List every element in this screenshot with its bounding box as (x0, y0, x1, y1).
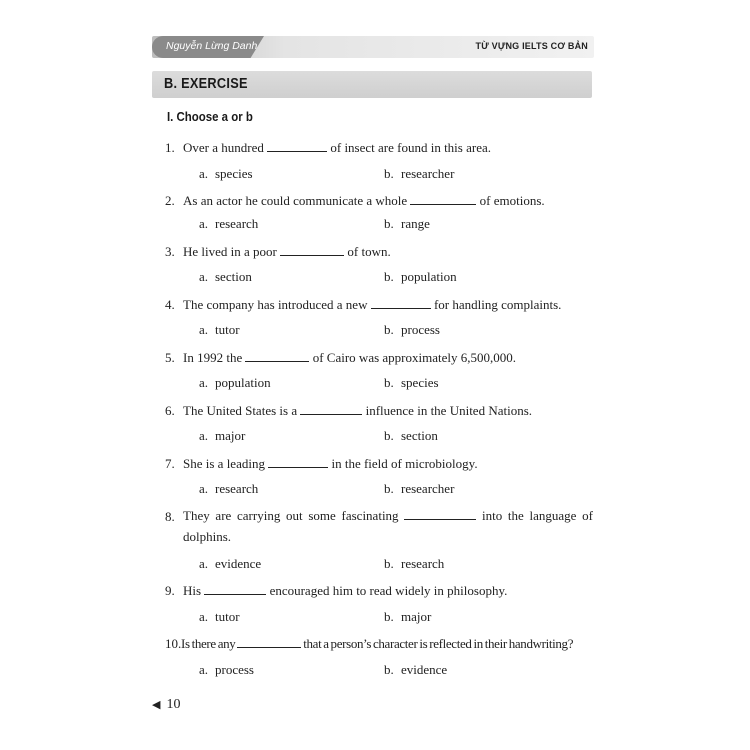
option-a-label: a. (199, 322, 209, 337)
question-text (181, 636, 573, 652)
question-text (183, 297, 561, 313)
option-b[interactable]: researcher (401, 481, 455, 496)
answer-blank[interactable] (245, 350, 309, 362)
question-number: 3. (165, 244, 175, 259)
option-a[interactable]: tutor (215, 609, 240, 624)
option-b[interactable]: research (401, 556, 445, 571)
answer-blank[interactable] (371, 297, 431, 309)
option-b[interactable]: researcher (401, 166, 455, 181)
question-text-after: in the field of microbiology. (328, 456, 478, 471)
option-b-label: b. (384, 166, 394, 181)
section-bar (152, 71, 592, 98)
option-a[interactable]: process (215, 662, 254, 677)
answer-blank[interactable] (268, 456, 328, 468)
author-name: Nguyễn Lừng Danh (166, 40, 258, 52)
question-text (183, 505, 593, 547)
question-text-before: Is there any (181, 636, 238, 651)
option-b-label: b. (384, 269, 394, 284)
question-text-before: The United States is a (183, 403, 301, 418)
question-text (183, 244, 391, 260)
option-b[interactable]: section (401, 428, 438, 443)
left-arrow-icon: ◀ (152, 698, 161, 711)
question-text-after: of insect are found in this area. (327, 140, 491, 155)
question-text-after: that a person’s character is reflected in their handwriting? (301, 636, 574, 651)
option-a-label: a. (199, 375, 209, 390)
page-footer (152, 697, 180, 713)
question-text-before: His (183, 583, 205, 598)
question-text-after: of Cairo was approximately 6,500,000. (309, 350, 516, 365)
question-text (183, 583, 507, 599)
question-text (183, 350, 516, 366)
answer-blank[interactable] (237, 636, 301, 648)
answer-blank[interactable] (204, 583, 266, 595)
option-b-label: b. (384, 375, 394, 390)
answer-blank[interactable] (404, 508, 476, 520)
question-text-after: of emotions. (476, 193, 545, 208)
question-text-before: Over a hundred (183, 140, 268, 155)
question-text-before: He lived in a poor (183, 244, 281, 259)
option-a[interactable]: species (215, 166, 253, 181)
question-number: 4. (165, 297, 175, 312)
option-a-label: a. (199, 216, 209, 231)
page-number: 10 (166, 697, 181, 712)
option-b[interactable]: population (401, 269, 457, 284)
option-b-label: b. (384, 322, 394, 337)
answer-blank[interactable] (280, 244, 344, 256)
option-b-label: b. (384, 609, 394, 624)
option-b-label: b. (384, 556, 394, 571)
question-text (183, 193, 545, 209)
question-text (183, 403, 532, 419)
option-a[interactable]: research (215, 216, 259, 231)
book-title: TỪ VỰNG IELTS CƠ BẢN (475, 41, 588, 51)
question-number: 7. (165, 456, 175, 471)
option-a[interactable]: section (215, 269, 252, 284)
answer-blank[interactable] (267, 140, 327, 152)
answer-blank[interactable] (410, 193, 476, 205)
option-a-label: a. (199, 662, 209, 677)
option-a[interactable]: major (215, 428, 246, 443)
subsection-title: I. Choose a or b (167, 109, 253, 124)
question-text (183, 456, 478, 472)
question-text-after: into the language of dolphins. (183, 508, 594, 544)
question-number: 2. (165, 193, 175, 208)
page-header (152, 36, 594, 58)
option-a-label: a. (199, 556, 209, 571)
section-title: B. EXERCISE (164, 76, 248, 92)
question-number: 8. (165, 509, 175, 524)
option-a-label: a. (199, 609, 209, 624)
question-number: 6. (165, 403, 175, 418)
question-text-before: The company has introduced a new (183, 297, 371, 312)
question-text-before: As an actor he could communicate a whole (183, 193, 411, 208)
question-text-before: They are carrying out some fascinating (183, 508, 405, 523)
question-number: 1. (165, 140, 175, 155)
question-text-before: She is a leading (183, 456, 269, 471)
answer-blank[interactable] (300, 403, 362, 415)
question-text-after: of town. (344, 244, 391, 259)
question-number: 10. (165, 636, 182, 651)
option-b-label: b. (384, 216, 394, 231)
option-a-label: a. (199, 269, 209, 284)
question-number: 9. (165, 583, 175, 598)
option-a[interactable]: population (215, 375, 271, 390)
option-b[interactable]: range (401, 216, 430, 231)
question-text-before: In 1992 the (183, 350, 246, 365)
option-b-label: b. (384, 481, 394, 496)
option-a-label: a. (199, 166, 209, 181)
option-a[interactable]: tutor (215, 322, 240, 337)
question-text-after: influence in the United Nations. (362, 403, 533, 418)
question-text (183, 140, 491, 156)
option-b-label: b. (384, 428, 394, 443)
option-b[interactable]: evidence (401, 662, 448, 677)
question-text-after: for handling complaints. (430, 297, 562, 312)
option-b[interactable]: major (401, 609, 432, 624)
option-a-label: a. (199, 428, 209, 443)
option-b[interactable]: process (401, 322, 440, 337)
option-b-label: b. (384, 662, 394, 677)
option-a[interactable]: evidence (215, 556, 262, 571)
option-a-label: a. (199, 481, 209, 496)
question-number: 5. (165, 350, 175, 365)
option-a[interactable]: research (215, 481, 259, 496)
question-text-after: encouraged him to read widely in philosophy. (266, 583, 508, 598)
option-b[interactable]: species (401, 375, 439, 390)
